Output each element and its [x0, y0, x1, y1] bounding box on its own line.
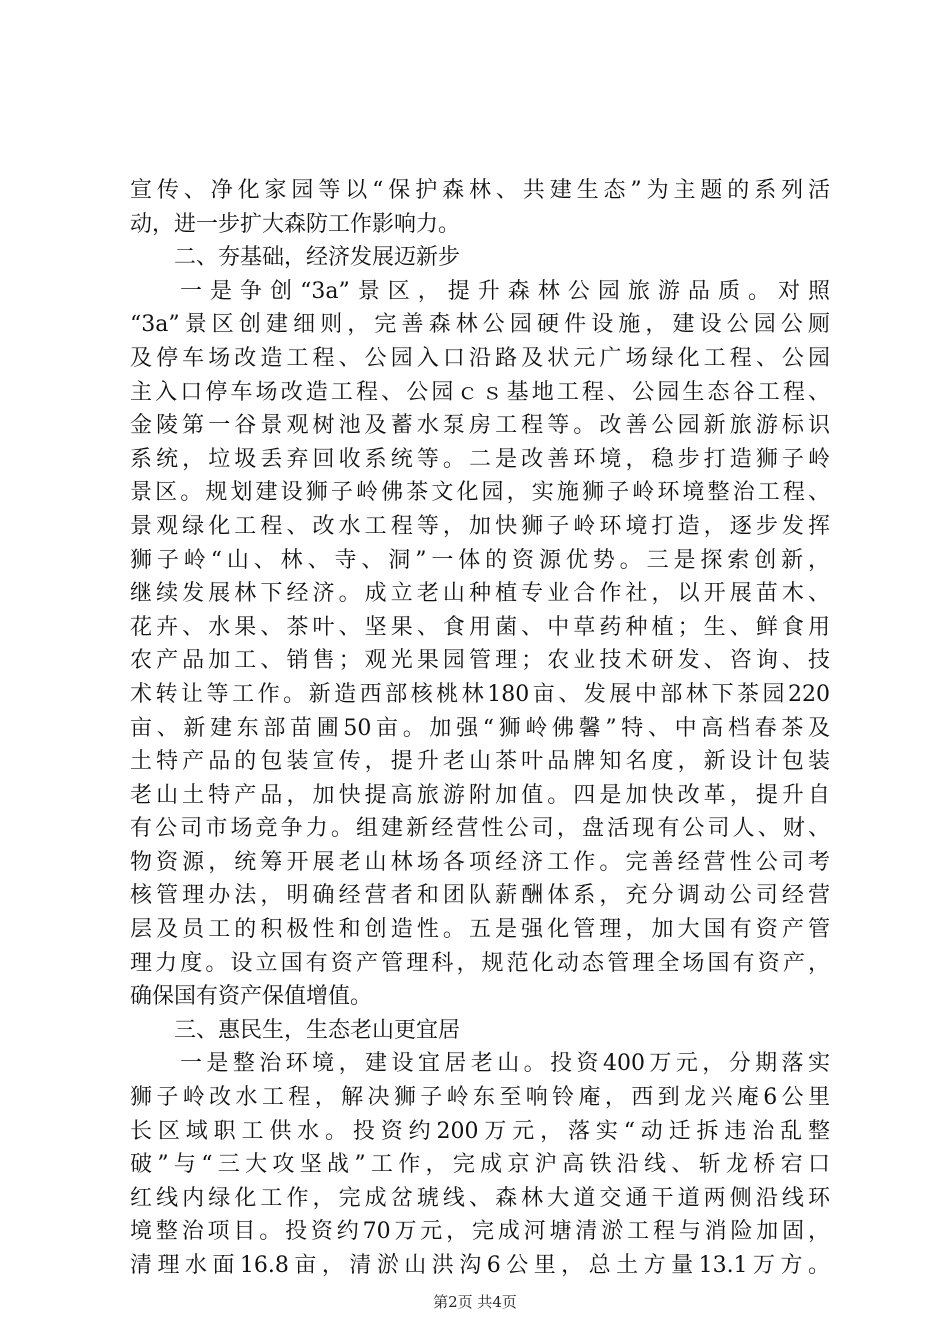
paragraph-line: 继续发展林下经济。成立老山种植专业合作社，以开展苗木、	[130, 581, 830, 607]
section-heading: 三、惠民生，生态老山更宜居	[174, 1017, 461, 1043]
paragraph-line: 境整治项目。投资约70万元，完成河塘清淤工程与消险加固，	[130, 1219, 830, 1245]
paragraph-line: 动，进一步扩大森防工作影响力。	[130, 211, 461, 237]
paragraph-line: 长区域职工供水。投资约200万元，落实“动迁拆违治乱整	[130, 1118, 830, 1144]
paragraph-line: 花卉、水果、茶叶、坚果、食用菌、中草药种植；生、鲜食用	[130, 614, 830, 640]
paragraph-line: 确保国有资产保值增值。	[130, 984, 373, 1010]
page-footer: 第2页 共4页	[433, 1293, 517, 1311]
paragraph-line: 农产品加工、销售；观光果园管理；农业技术研发、咨询、技	[130, 648, 830, 674]
paragraph-line: 主入口停车场改造工程、公园ｃｓ基地工程、公园生态谷工程、	[130, 379, 830, 405]
paragraph-line: 土特产品的包装宣传，提升老山茶叶品牌知名度，新设计包装	[130, 749, 830, 775]
paragraph-line: 层及员工的积极性和创造性。五是强化管理，加大国有资产管	[130, 917, 830, 943]
paragraph-line: 及停车场改造工程、公园入口沿路及状元广场绿化工程、公园	[130, 345, 830, 371]
paragraph-line: 理力度。设立国有资产管理科，规范化动态管理全场国有资产，	[130, 950, 830, 976]
paragraph-line: 老山土特产品，加快提高旅游附加值。四是加快改革，提升自	[130, 782, 830, 808]
paragraph-line: 景观绿化工程、改水工程等，加快狮子岭环境打造，逐步发挥	[130, 513, 830, 539]
paragraph-line: “3a”景区创建细则，完善森林公园硬件设施，建设公园公厕	[130, 312, 830, 338]
paragraph-line: 宣传、净化家园等以“保护森林、共建生态”为主题的系列活	[130, 178, 830, 203]
paragraph-line: 狮子岭“山、林、寺、洞”一体的资源优势。三是探索创新，	[130, 547, 830, 573]
paragraph-line: 清理水面16.8亩，清淤山洪沟6公里，总土方量13.1万方。	[130, 1253, 830, 1278]
paragraph-line: 系统，垃圾丢弃回收系统等。二是改善环境，稳步打造狮子岭	[130, 446, 830, 472]
paragraph-line: 一是整治环境，建设宜居老山。投资400万元，分期落实	[180, 1051, 830, 1077]
paragraph-line: 景区。规划建设狮子岭佛茶文化园，实施狮子岭环境整治工程、	[130, 480, 830, 506]
paragraph-line: 狮子岭改水工程，解决狮子岭东至响铃庵，西到龙兴庵6公里	[130, 1085, 830, 1111]
paragraph-line: 一是争创“3a”景区，提升森林公园旅游品质。对照	[180, 278, 830, 304]
paragraph-line: 亩、新建东部苗圃50亩。加强“狮岭佛馨”特、中高档春茶及	[130, 715, 830, 741]
section-heading: 二、夯基础，经济发展迈新步	[174, 245, 461, 271]
paragraph-line: 术转让等工作。新造西部核桃林180亩、发展中部林下茶园220	[130, 681, 830, 707]
paragraph-line: 有公司市场竞争力。组建新经营性公司，盘活现有公司人、财、	[130, 816, 830, 842]
paragraph-line: 物资源，统筹开展老山林场各项经济工作。完善经营性公司考	[130, 849, 830, 875]
paragraph-line: 破”与“三大攻坚战”工作，完成京沪高铁沿线、斩龙桥宕口	[130, 1152, 830, 1178]
body-text	[130, 174, 830, 1283]
paragraph-line: 金陵第一谷景观树池及蓄水泵房工程等。改善公园新旅游标识	[130, 413, 830, 439]
paragraph-line: 红线内绿化工作，完成岔琥线、森林大道交通干道两侧沿线环	[130, 1185, 830, 1211]
paragraph-line: 核管理办法，明确经营者和团队薪酬体系，充分调动公司经营	[130, 883, 830, 909]
